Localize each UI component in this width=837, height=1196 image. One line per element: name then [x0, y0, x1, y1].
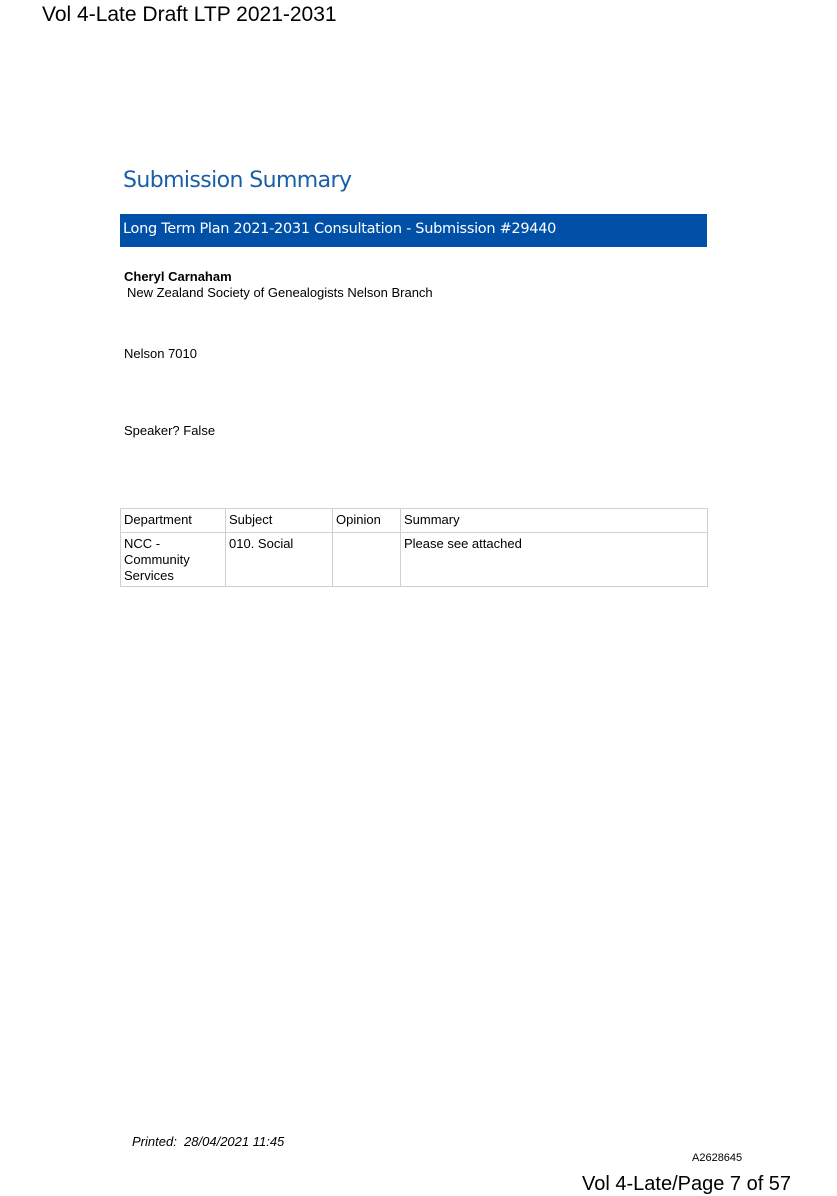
submission-banner: Long Term Plan 2021-2031 Consultation - Submission #29440 [120, 214, 707, 247]
page-title: Submission Summary [123, 168, 352, 193]
submitter-location: Nelson 7010 [124, 346, 197, 361]
column-header-summary: Summary [401, 509, 708, 533]
table-header-row [121, 509, 708, 533]
printed-timestamp [132, 1134, 284, 1149]
subject-cell: 010. Social [226, 533, 333, 587]
column-header-department: Department [121, 509, 226, 533]
submission-table [120, 508, 708, 587]
department-line: Services [124, 568, 174, 583]
column-header-opinion: Opinion [333, 509, 401, 533]
submitter-name: Cheryl Carnaham [124, 269, 232, 284]
printed-label: Printed: [132, 1134, 177, 1149]
speaker-status: Speaker? False [124, 423, 216, 438]
department-cell [121, 533, 226, 587]
printed-value: 28/04/2021 11:45 [184, 1134, 285, 1149]
department-line: Community [124, 552, 190, 567]
document-header: Vol 4-Late Draft LTP 2021-2031 [42, 3, 337, 26]
column-header-subject: Subject [226, 509, 333, 533]
summary-cell: Please see attached [401, 533, 708, 587]
table-row [121, 533, 708, 587]
page-number-footer: Vol 4-Late/Page 7 of 57 [582, 1173, 792, 1195]
document-id: A2628645 [692, 1152, 743, 1164]
submitter-organisation: New Zealand Society of Genealogists Nelson Branch [127, 285, 433, 300]
opinion-cell [333, 533, 401, 587]
department-line: NCC - [124, 536, 161, 551]
